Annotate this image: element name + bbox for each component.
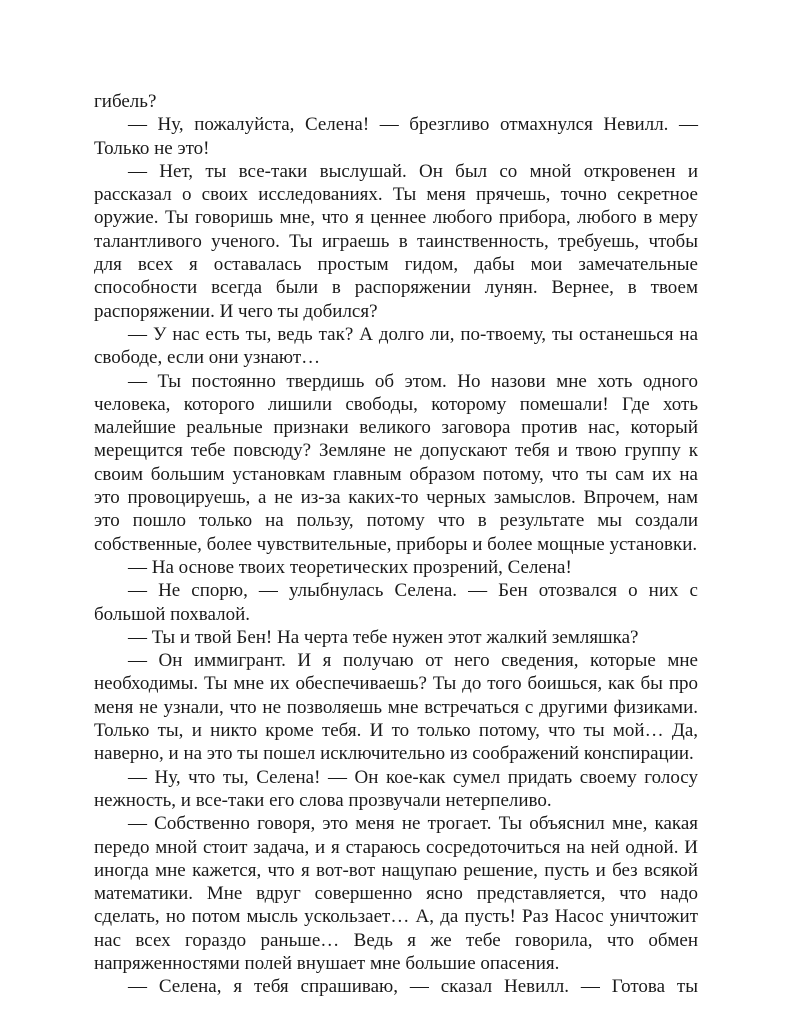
paragraph: — На основе твоих теоретических прозрений, Селена! (128, 556, 572, 578)
paragraph: — Ты постоянно твердишь об этом. Но назови мне хоть одного человека, которого лишили свободы, которому помешали! Где хоть малейшие реальные признаки великого заговора против нас, который мерещится тебе повсюду? Земляне не допускают тебя и твою группу к своим большим установкам главным образом потому, что ты сам их на это провоцируешь, а не из-за каких-то черных замыслов. Впрочем, нам это пошло только на пользу, потому что в результате мы создали собственные, более чувствительные, приборы и более мощные установки. (94, 370, 698, 555)
paragraph-last-line: — Селена, я тебя спрашиваю, — сказал Невилл. — Готова ты (128, 976, 698, 998)
paragraph: — Не спорю, — улыбнулась Селена. — Бен отозвался о них с большой похвалой. (94, 580, 698, 625)
paragraph: — Ну, что ты, Селена! — Он кое-как сумел придать своему голосу нежность, и все-таки его слова прозвучали нетерпеливо. (94, 766, 698, 811)
paragraph: — У нас есть ты, ведь так? А долго ли, по-твоему, ты останешься на свободе, если они узнают… (94, 323, 698, 369)
paragraph: — Собственно говоря, это меня не трогает. Ты объяснил мне, какая передо мной стоит задача, и я стараюсь сосредоточиться на ней одной. И иногда мне кажется, что я вот-вот нащупаю решение, пусть и без всякой математики. Мне вдруг совершенно ясно представляется, что надо сделать, но потом мысль ускользает… А, да пусть! Раз Насос уничтожит нас всех гораздо раньше… Ведь я же тебе говорила, что обмен напряженностями полей внушает мне большие опасения. (94, 813, 698, 974)
paragraph: — Ну, пожалуйста, Селена! — брезгливо отмахнулся Невилл. — Только не это! (94, 114, 698, 159)
paragraph: — Он иммигрант. И я получаю от него сведения, которые мне необходимы. Ты мне их обеспечиваешь? Ты до того боишься, как бы про меня не узнали, что не позволяешь мне встречаться с другими физиками. Только ты, и никто кроме тебя. И то только потому, что ты мой… Да, наверно, и на это ты пошел исключительно из соображений конспирации. (94, 650, 698, 765)
paragraph: гибель? (94, 91, 157, 112)
document-page (94, 90, 698, 999)
paragraph: — Нет, ты все-таки выслушай. Он был со мной откровенен и рассказал о своих исследованиях. Ты меня прячешь, точно секретное оружие. Ты говоришь мне, что я ценнее любого прибора, любого в меру талантливого ученого. Ты играешь в таинственность, требуешь, чтобы для всех я оставалась простым гидом, дабы мои замечательные способности всегда были в распоряжении лунян. Вернее, в твоем распоряжении. И чего ты добился? (94, 160, 698, 322)
paragraph: — Ты и твой Бен! На черта тебе нужен этот жалкий земляшка? (128, 626, 639, 648)
